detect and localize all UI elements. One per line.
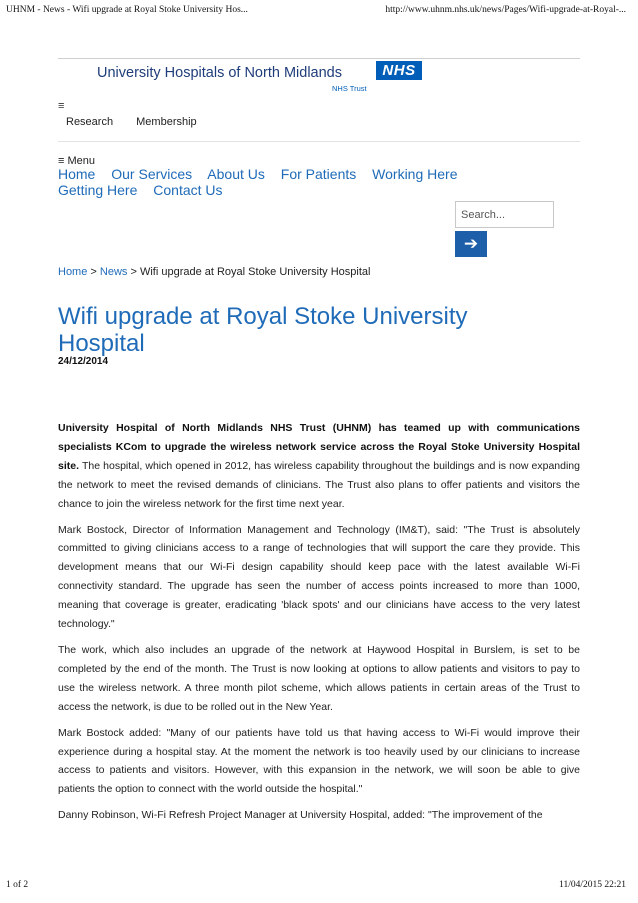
search-submit-arrow-icon[interactable]: ➔ xyxy=(455,231,487,257)
breadcrumb-separator: > xyxy=(127,266,140,278)
logo-trust: NHS Trust xyxy=(332,84,367,93)
search-input[interactable]: Search... xyxy=(455,201,554,228)
hamburger-icon[interactable]: ≡ xyxy=(58,100,65,112)
page-title: Wifi upgrade at Royal Stoke University Hospital xyxy=(58,303,468,357)
nav-contact-us[interactable]: Contact Us xyxy=(153,182,223,198)
nav-getting-here[interactable]: Getting Here xyxy=(58,182,138,198)
nhs-logo-icon: NHS xyxy=(376,61,422,80)
article-paragraph: Danny Robinson, Wi-Fi Refresh Project Manager at University Hospital, added: "The improvement of the xyxy=(58,809,543,822)
nav-home[interactable]: Home xyxy=(58,166,96,182)
article-paragraph: Mark Bostock added: "Many of our patients have told us that having access to Wi-Fi would improve their experience during a hospital stay. At the moment the network is too heavily used by our clinicians to increase access to patients and visitors. However, with this expansion in the network, we will soon be able to give patients the option to connect with the world outside the hospital." xyxy=(58,726,580,796)
nav-for-patients[interactable]: For Patients xyxy=(280,166,357,182)
nav-about-us[interactable]: About Us xyxy=(207,166,265,182)
nav-working-here[interactable]: Working Here xyxy=(372,166,458,182)
article-date: 24/12/2014 xyxy=(58,356,109,367)
article-paragraph: Mark Bostock, Director of Information Management and Technology (IM&T), said: "The Trust is absolutely committed to giving clinicians access to a range of technologies that will support the care they provide. This development means that our Wi-Fi design capability should keep pace with the latest available Wi-Fi connectivity standard. The upgrade has seen the number of access points increased to more than 1000, meaning that coverage is greater, eradicating 'black spots' and our clinicians have access to the very latest technology." xyxy=(58,523,580,631)
breadcrumb-news[interactable]: News xyxy=(99,266,128,278)
divider xyxy=(58,141,580,142)
main-nav-row-2 xyxy=(58,182,235,198)
article-paragraph: The work, which also includes an upgrade of the network at Haywood Hospital in Burslem, is set to be completed by the end of the month. The Trust is now looking at options to allow patients and visitors to pay to use the wireless network. A three month pilot scheme, which allows patients in certain areas of the Trust to access the network, is due to be rolled out in the New Year. xyxy=(58,643,580,713)
breadcrumb xyxy=(58,266,370,278)
top-link-research[interactable]: Research xyxy=(66,116,114,128)
breadcrumb-home[interactable]: Home xyxy=(58,266,88,278)
menu-toggle[interactable]: ≡ Menu xyxy=(58,155,95,167)
header-divider xyxy=(58,58,580,59)
nav-our-services[interactable]: Our Services xyxy=(111,166,193,182)
top-link-membership[interactable]: Membership xyxy=(136,116,197,128)
print-header-url: http://www.uhnm.nhs.uk/news/Pages/Wifi-upgrade-at-Royal-... xyxy=(385,5,626,15)
article-body xyxy=(58,419,580,832)
logo-name: University Hospitals of North Midlands xyxy=(97,65,342,81)
article-paragraph xyxy=(58,419,580,514)
print-header-title: UHNM - News - Wifi upgrade at Royal Stoke University Hos... xyxy=(6,5,248,15)
main-nav-row-1 xyxy=(58,166,469,182)
breadcrumb-separator: > xyxy=(87,266,100,278)
top-links xyxy=(66,116,217,128)
article-lead-bold: University Hospital of North Midlands NHS Trust (UHNM) has teamed up with communications specialists KCom to upgrade the wireless network service across the Royal Stoke University Hospital site. xyxy=(58,422,580,472)
print-footer-page: 1 of 2 xyxy=(6,880,29,890)
article-lead-rest: The hospital, which opened in 2012, has wireless capability throughout the buildings and is now expanding the network to meet the revised demands of clinicians. The Trust also plans to offer patients and visitors the chance to join the wireless network for the first time next year. xyxy=(58,459,580,510)
breadcrumb-current: Wifi upgrade at Royal Stoke University Hospital xyxy=(139,266,371,278)
print-footer-datetime: 11/04/2015 22:21 xyxy=(559,880,626,890)
